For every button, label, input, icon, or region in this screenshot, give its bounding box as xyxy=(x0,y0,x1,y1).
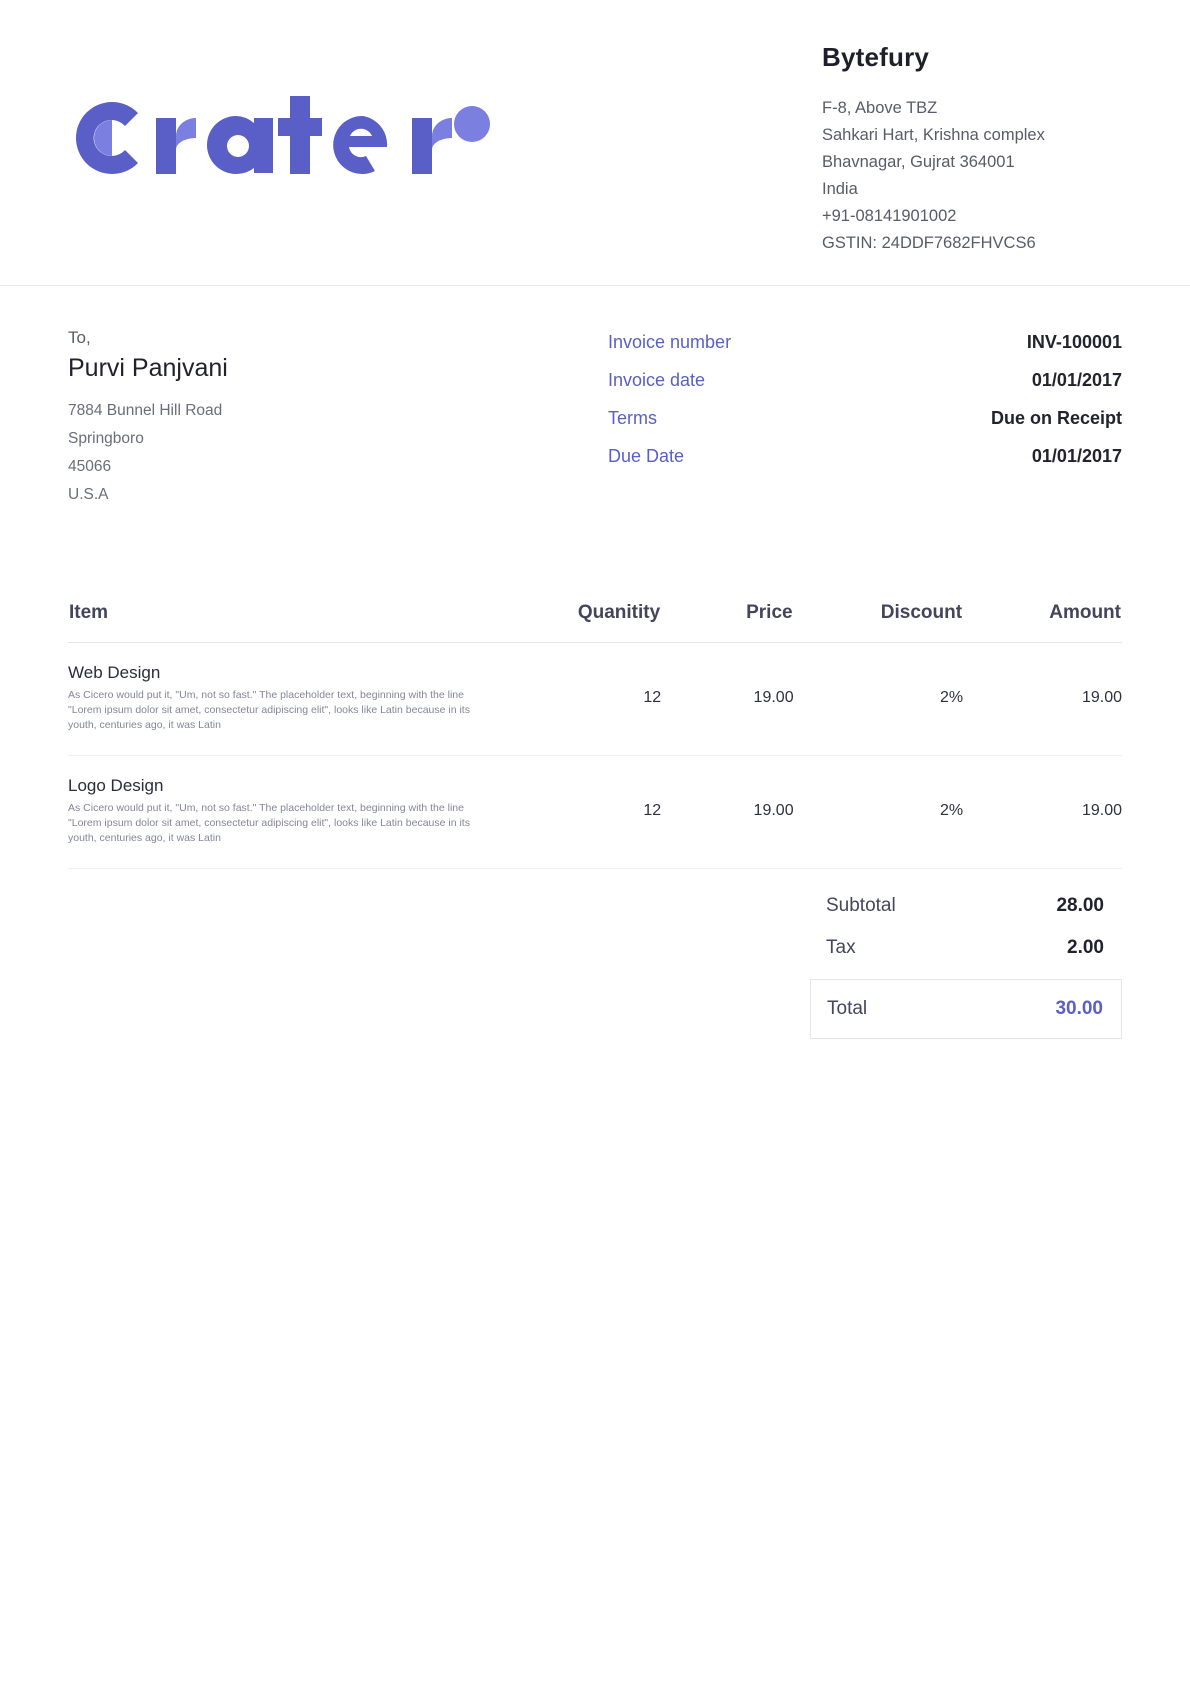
line-item-amount: 19.00 xyxy=(963,756,1122,869)
meta-key-due-date: Due Date xyxy=(608,446,685,466)
tax-row xyxy=(810,937,1122,959)
line-item-name: Logo Design xyxy=(68,776,164,795)
grand-total-value: 30.00 xyxy=(1055,998,1103,1019)
line-items-body xyxy=(68,643,1122,869)
company-phone: +91-08141901002 xyxy=(822,207,957,225)
crater-logo xyxy=(68,90,498,186)
bill-to-block xyxy=(68,328,608,509)
line-items-section xyxy=(68,601,1122,869)
company-address-line-3: Bhavnagar, Gujrat 364001 xyxy=(822,153,1015,171)
company-address-line-4: India xyxy=(822,180,858,198)
line-item-name: Web Design xyxy=(68,663,161,682)
tax-value: 2.00 xyxy=(1067,937,1104,958)
meta-key-invoice-number: Invoice number xyxy=(608,332,732,352)
crater-logo-icon xyxy=(68,90,498,186)
meta-value-invoice-date: 01/01/2017 xyxy=(1031,370,1122,390)
meta-key-invoice-date: Invoice date xyxy=(608,370,706,390)
company-details xyxy=(822,34,1122,257)
invoice-parties-section xyxy=(0,286,1190,509)
meta-value-due-date: 01/01/2017 xyxy=(1031,446,1122,466)
company-address-line-2: Sahkari Hart, Krishna complex xyxy=(822,126,1045,144)
line-item-amount: 19.00 xyxy=(963,643,1122,756)
meta-row-invoice-date xyxy=(608,370,1122,391)
line-item-description: As Cicero would put it, "Um, not so fast." The placeholder text, beginning with the line "Lorem ipsum dolor sit amet, consectetur adipiscing elit", looks like Latin because in its youth, centuries ago, it was Latin xyxy=(68,802,470,844)
line-item-cell xyxy=(68,643,523,756)
subtotal-value: 28.00 xyxy=(1056,895,1104,916)
invoice-header xyxy=(0,0,1190,286)
column-header-quantity: Quanitity xyxy=(523,601,661,643)
line-items-table xyxy=(68,601,1122,869)
bill-to-address-line-4: U.S.A xyxy=(68,486,109,503)
column-header-price: Price xyxy=(661,601,793,643)
line-item-description: As Cicero would put it, "Um, not so fast." The placeholder text, beginning with the line "Lorem ipsum dolor sit amet, consectetur adipiscing elit", looks like Latin because in its youth, centuries ago, it was Latin xyxy=(68,689,470,731)
totals-section xyxy=(0,895,1122,1039)
tax-label: Tax xyxy=(826,937,856,958)
line-item-price: 19.00 xyxy=(661,756,793,869)
bill-to-label: To, xyxy=(68,328,91,347)
bill-to-name: Purvi Panjvani xyxy=(68,354,228,382)
grand-total-row xyxy=(810,979,1122,1039)
column-header-amount: Amount xyxy=(963,601,1122,643)
bill-to-address-line-2: Springboro xyxy=(68,430,144,447)
table-row xyxy=(68,643,1122,756)
grand-total-label: Total xyxy=(827,998,868,1019)
line-item-discount: 2% xyxy=(794,643,963,756)
meta-value-terms: Due on Receipt xyxy=(990,408,1122,428)
table-row xyxy=(68,756,1122,869)
meta-row-due-date xyxy=(608,446,1122,467)
line-item-cell xyxy=(68,756,523,869)
meta-key-terms: Terms xyxy=(608,408,657,428)
invoice-meta-block xyxy=(608,328,1122,509)
subtotal-label: Subtotal xyxy=(826,895,896,916)
bill-to-address-line-3: 45066 xyxy=(68,458,112,475)
meta-row-terms xyxy=(608,408,1122,429)
column-header-discount: Discount xyxy=(794,601,963,643)
subtotal-row xyxy=(810,895,1122,917)
line-item-quantity: 12 xyxy=(523,756,661,869)
line-item-discount: 2% xyxy=(794,756,963,869)
meta-row-invoice-number xyxy=(608,332,1122,353)
bill-to-address-line-1: 7884 Bunnel Hill Road xyxy=(68,402,223,419)
table-header-row xyxy=(68,601,1122,643)
line-items-header xyxy=(68,601,1122,643)
company-address-line-1: F-8, Above TBZ xyxy=(822,99,938,117)
company-gstin: GSTIN: 24DDF7682FHVCS6 xyxy=(822,234,1036,252)
line-item-quantity: 12 xyxy=(523,643,661,756)
company-name: Bytefury xyxy=(822,42,930,72)
column-header-item: Item xyxy=(68,601,523,643)
meta-value-invoice-number: INV-100001 xyxy=(1026,332,1122,352)
totals-inner xyxy=(810,895,1122,1039)
line-item-price: 19.00 xyxy=(661,643,793,756)
